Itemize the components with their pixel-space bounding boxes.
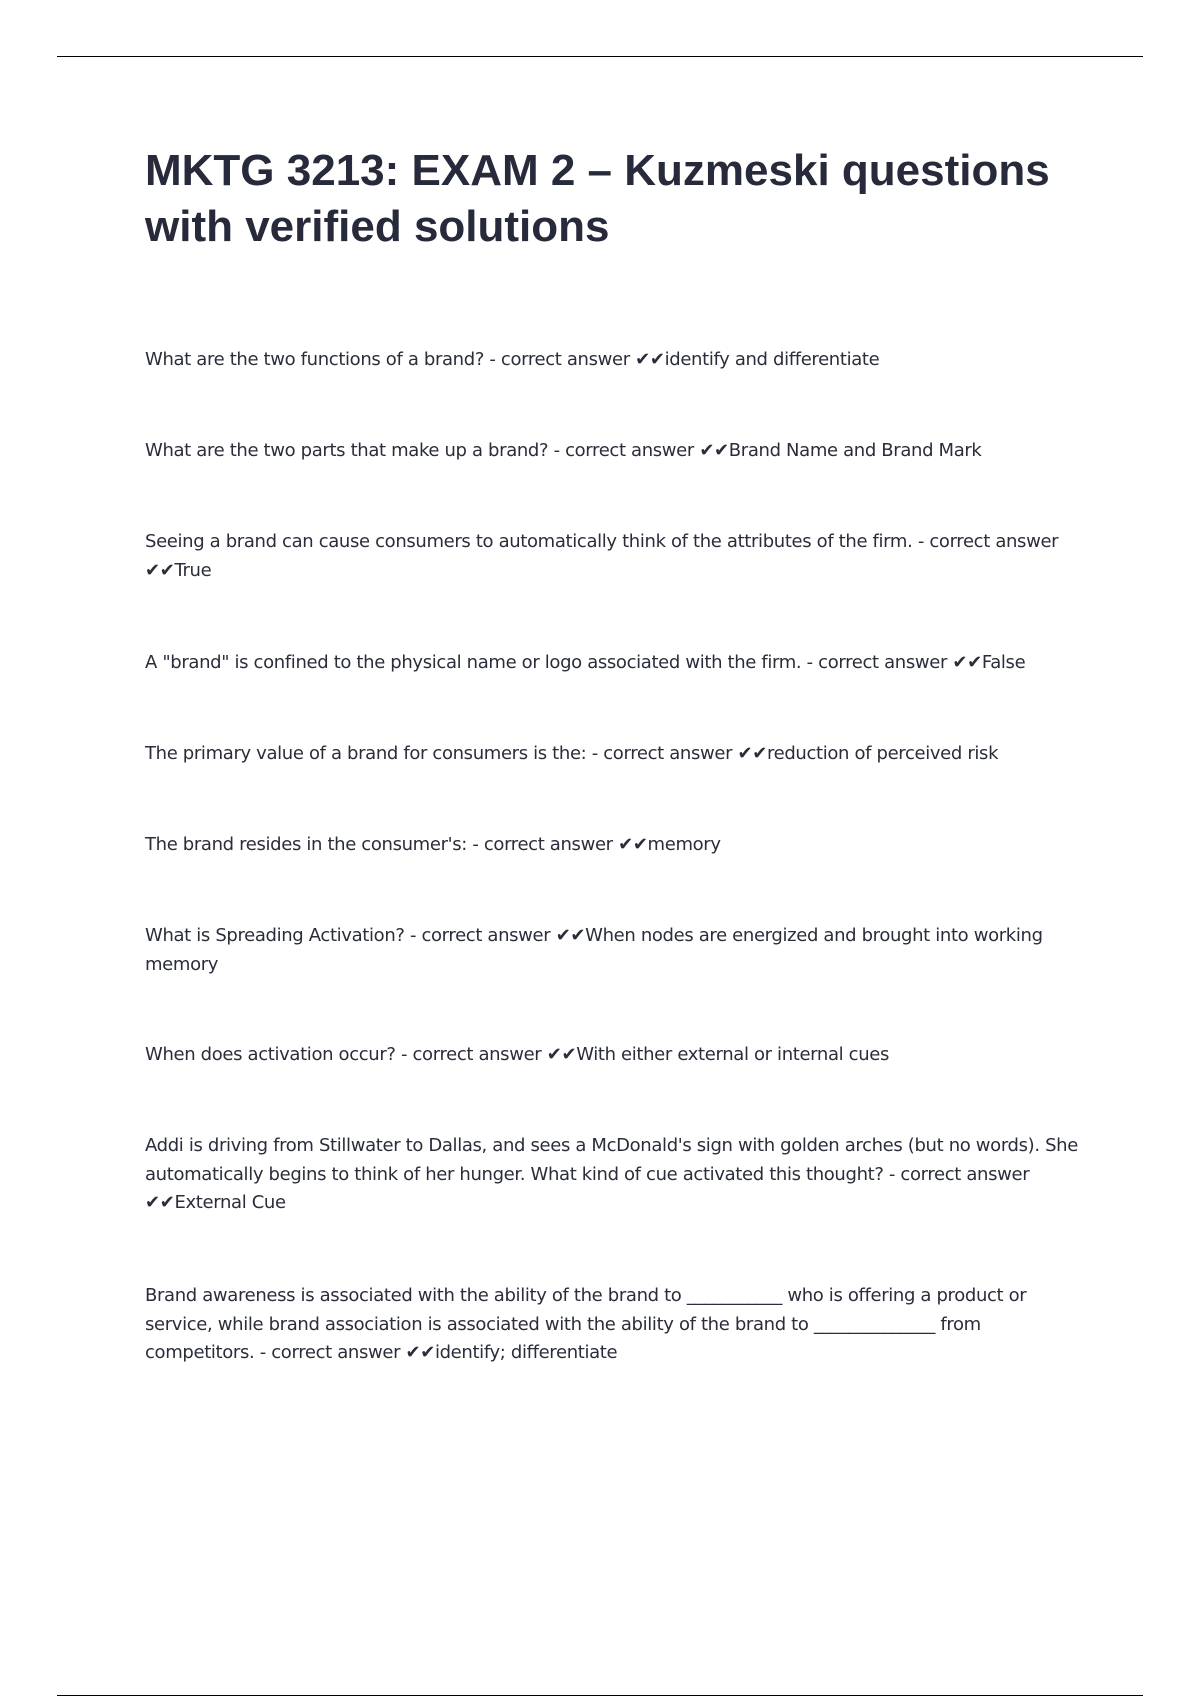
qa-item-7: What is Spreading Activation? - correct answer ✔✔When nodes are energized and brought into working memory <box>145 925 1043 975</box>
qa-item-10: Brand awareness is associated with the ability of the brand to ___________ who is offering a product or service, while brand association is associated with the ability of the brand to ______________ from competitors. - correct answer ✔✔identify; differentiate <box>145 1285 1027 1363</box>
qa-item-5: The primary value of a brand for consumers is the: - correct answer ✔✔reduction of perceived risk <box>145 743 999 764</box>
document-title: MKTG 3213: EXAM 2 – Kuzmeski questions with verified solutions <box>145 146 1050 251</box>
qa-item-3: Seeing a brand can cause consumers to automatically think of the attributes of the firm. - correct answer ✔✔True <box>145 531 1059 581</box>
qa-item-8: When does activation occur? - correct answer ✔✔With either external or internal cues <box>145 1044 890 1065</box>
qa-item-4: A "brand" is confined to the physical name or logo associated with the firm. - correct answer ✔✔False <box>145 652 1026 673</box>
qa-item-1: What are the two functions of a brand? - correct answer ✔✔identify and differentiate <box>145 349 880 370</box>
top-rule <box>57 56 1143 57</box>
qa-item-9: Addi is driving from Stillwater to Dallas, and sees a McDonald's sign with golden arches (but no words). She automatically begins to think of her hunger. What kind of cue activated this thought? - correct answer ✔✔External Cue <box>145 1135 1078 1213</box>
qa-item-2: What are the two parts that make up a brand? - correct answer ✔✔Brand Name and Brand Mark <box>145 440 982 461</box>
qa-item-6: The brand resides in the consumer's: - correct answer ✔✔memory <box>145 834 721 855</box>
bottom-rule <box>57 1695 1143 1696</box>
